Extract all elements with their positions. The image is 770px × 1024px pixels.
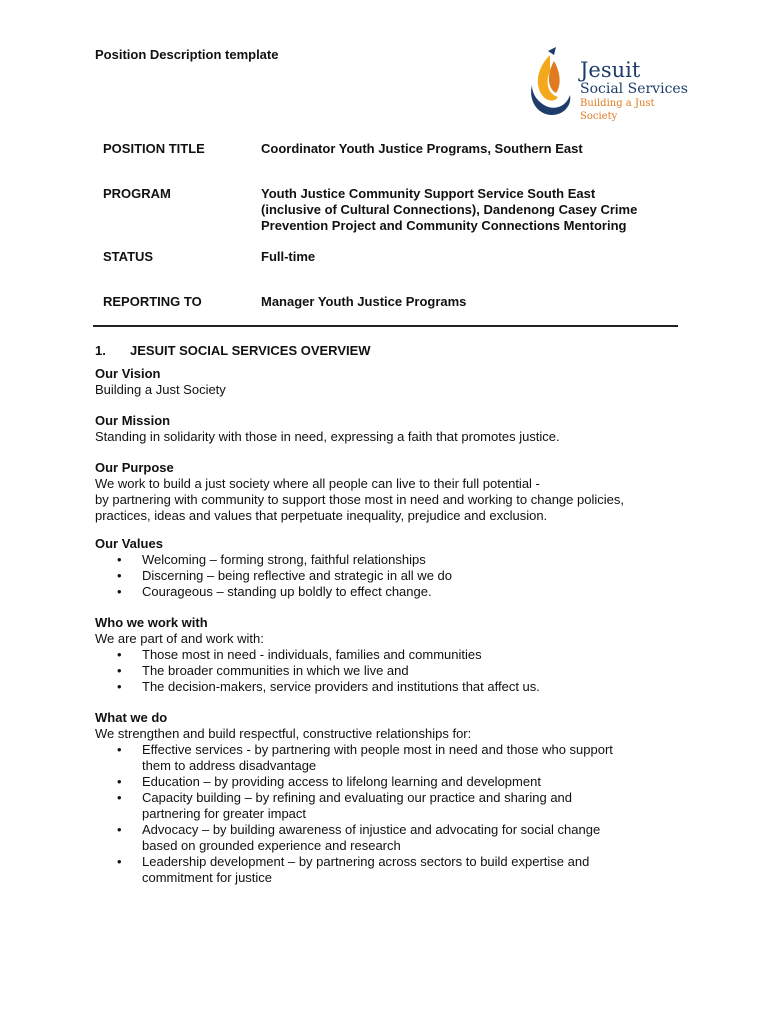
- document-title: Position Description template: [95, 47, 279, 62]
- list-item-line: • Education – by providing access to lifelong learning and development: [142, 774, 541, 789]
- mission-heading: Our Mission: [95, 413, 171, 428]
- field-value: Manager Youth Justice Programs: [261, 294, 467, 309]
- field-label: STATUS: [103, 249, 154, 264]
- field-value: [261, 186, 681, 234]
- list-item-line: partnering for greater impact: [142, 806, 307, 821]
- list-item-line: • Advocacy – by building awareness of injustice and advocating for social change: [142, 822, 601, 837]
- who-block: [95, 615, 695, 695]
- field-value-line: Prevention Project and Community Connections Mentoring: [261, 218, 627, 233]
- divider: [93, 325, 678, 327]
- who-heading: Who we work with: [95, 615, 208, 630]
- field-value: Full-time: [261, 249, 316, 264]
- field-label: PROGRAM: [103, 186, 171, 201]
- section-number: 1.: [95, 343, 106, 358]
- field-value: Coordinator Youth Justice Programs, Southern East: [261, 141, 583, 156]
- list-item: • Discerning – being reflective and strategic in all we do: [95, 568, 695, 584]
- logo-name: Jesuit: [580, 58, 641, 82]
- purpose-line: We work to build a just society where all people can live to their full potential -: [95, 476, 540, 491]
- list-item-line: • Leadership development – by partnering across sectors to build expertise and: [142, 854, 590, 869]
- vision-block: [95, 366, 695, 398]
- what-block: [95, 710, 695, 886]
- list-item: [95, 854, 695, 886]
- list-item-line: commitment for justice: [142, 870, 273, 885]
- vision-heading: Our Vision: [95, 366, 161, 381]
- list-item: [95, 742, 695, 774]
- mission-text: Standing in solidarity with those in need, expressing a faith that promotes justice.: [95, 429, 560, 444]
- list-item-line: them to address disadvantage: [142, 758, 317, 773]
- list-item: • The decision-makers, service providers and institutions that affect us.: [95, 679, 695, 695]
- field-value-line: Youth Justice Community Support Service South East: [261, 186, 596, 201]
- who-intro: We are part of and work with:: [95, 631, 264, 646]
- values-block: [95, 536, 695, 600]
- purpose-block: [95, 460, 695, 524]
- values-heading: Our Values: [95, 536, 163, 551]
- list-item-line: • Capacity building – by refining and evaluating our practice and sharing and: [142, 790, 573, 805]
- list-item: • Courageous – standing up boldly to effect change.: [95, 584, 695, 600]
- what-intro: We strengthen and build respectful, constructive relationships for:: [95, 726, 472, 741]
- who-list: [95, 647, 695, 695]
- field-label: POSITION TITLE: [103, 141, 205, 156]
- logo-flame-icon: [520, 45, 580, 120]
- list-item: • Those most in need - individuals, families and communities: [95, 647, 695, 663]
- list-item-line: based on grounded experience and research: [142, 838, 401, 853]
- field-value-line: (inclusive of Cultural Connections), Dandenong Casey Crime: [261, 202, 638, 217]
- section-title: JESUIT SOCIAL SERVICES OVERVIEW: [130, 343, 371, 358]
- mission-block: [95, 413, 695, 445]
- list-item-line: • Effective services - by partnering with people most in need and those who support: [142, 742, 613, 757]
- list-item: • Welcoming – forming strong, faithful relationships: [95, 552, 695, 568]
- logo-subtitle: Social Services: [580, 81, 688, 97]
- what-heading: What we do: [95, 710, 168, 725]
- list-item: [95, 822, 695, 854]
- purpose-heading: Our Purpose: [95, 460, 174, 475]
- values-list: [95, 552, 695, 600]
- purpose-line: practices, ideas and values that perpetuate inequality, prejudice and exclusion.: [95, 508, 548, 523]
- purpose-line: by partnering with community to support those most in need and working to change policies,: [95, 492, 624, 507]
- list-item: [95, 790, 695, 822]
- logo-tagline: Building a Just Society: [580, 98, 655, 122]
- jesuit-social-services-logo: [520, 45, 690, 120]
- what-list: [95, 742, 695, 886]
- vision-text: Building a Just Society: [95, 382, 226, 397]
- list-item: • The broader communities in which we live and: [95, 663, 695, 679]
- list-item: [95, 774, 695, 790]
- field-label: REPORTING TO: [103, 294, 202, 309]
